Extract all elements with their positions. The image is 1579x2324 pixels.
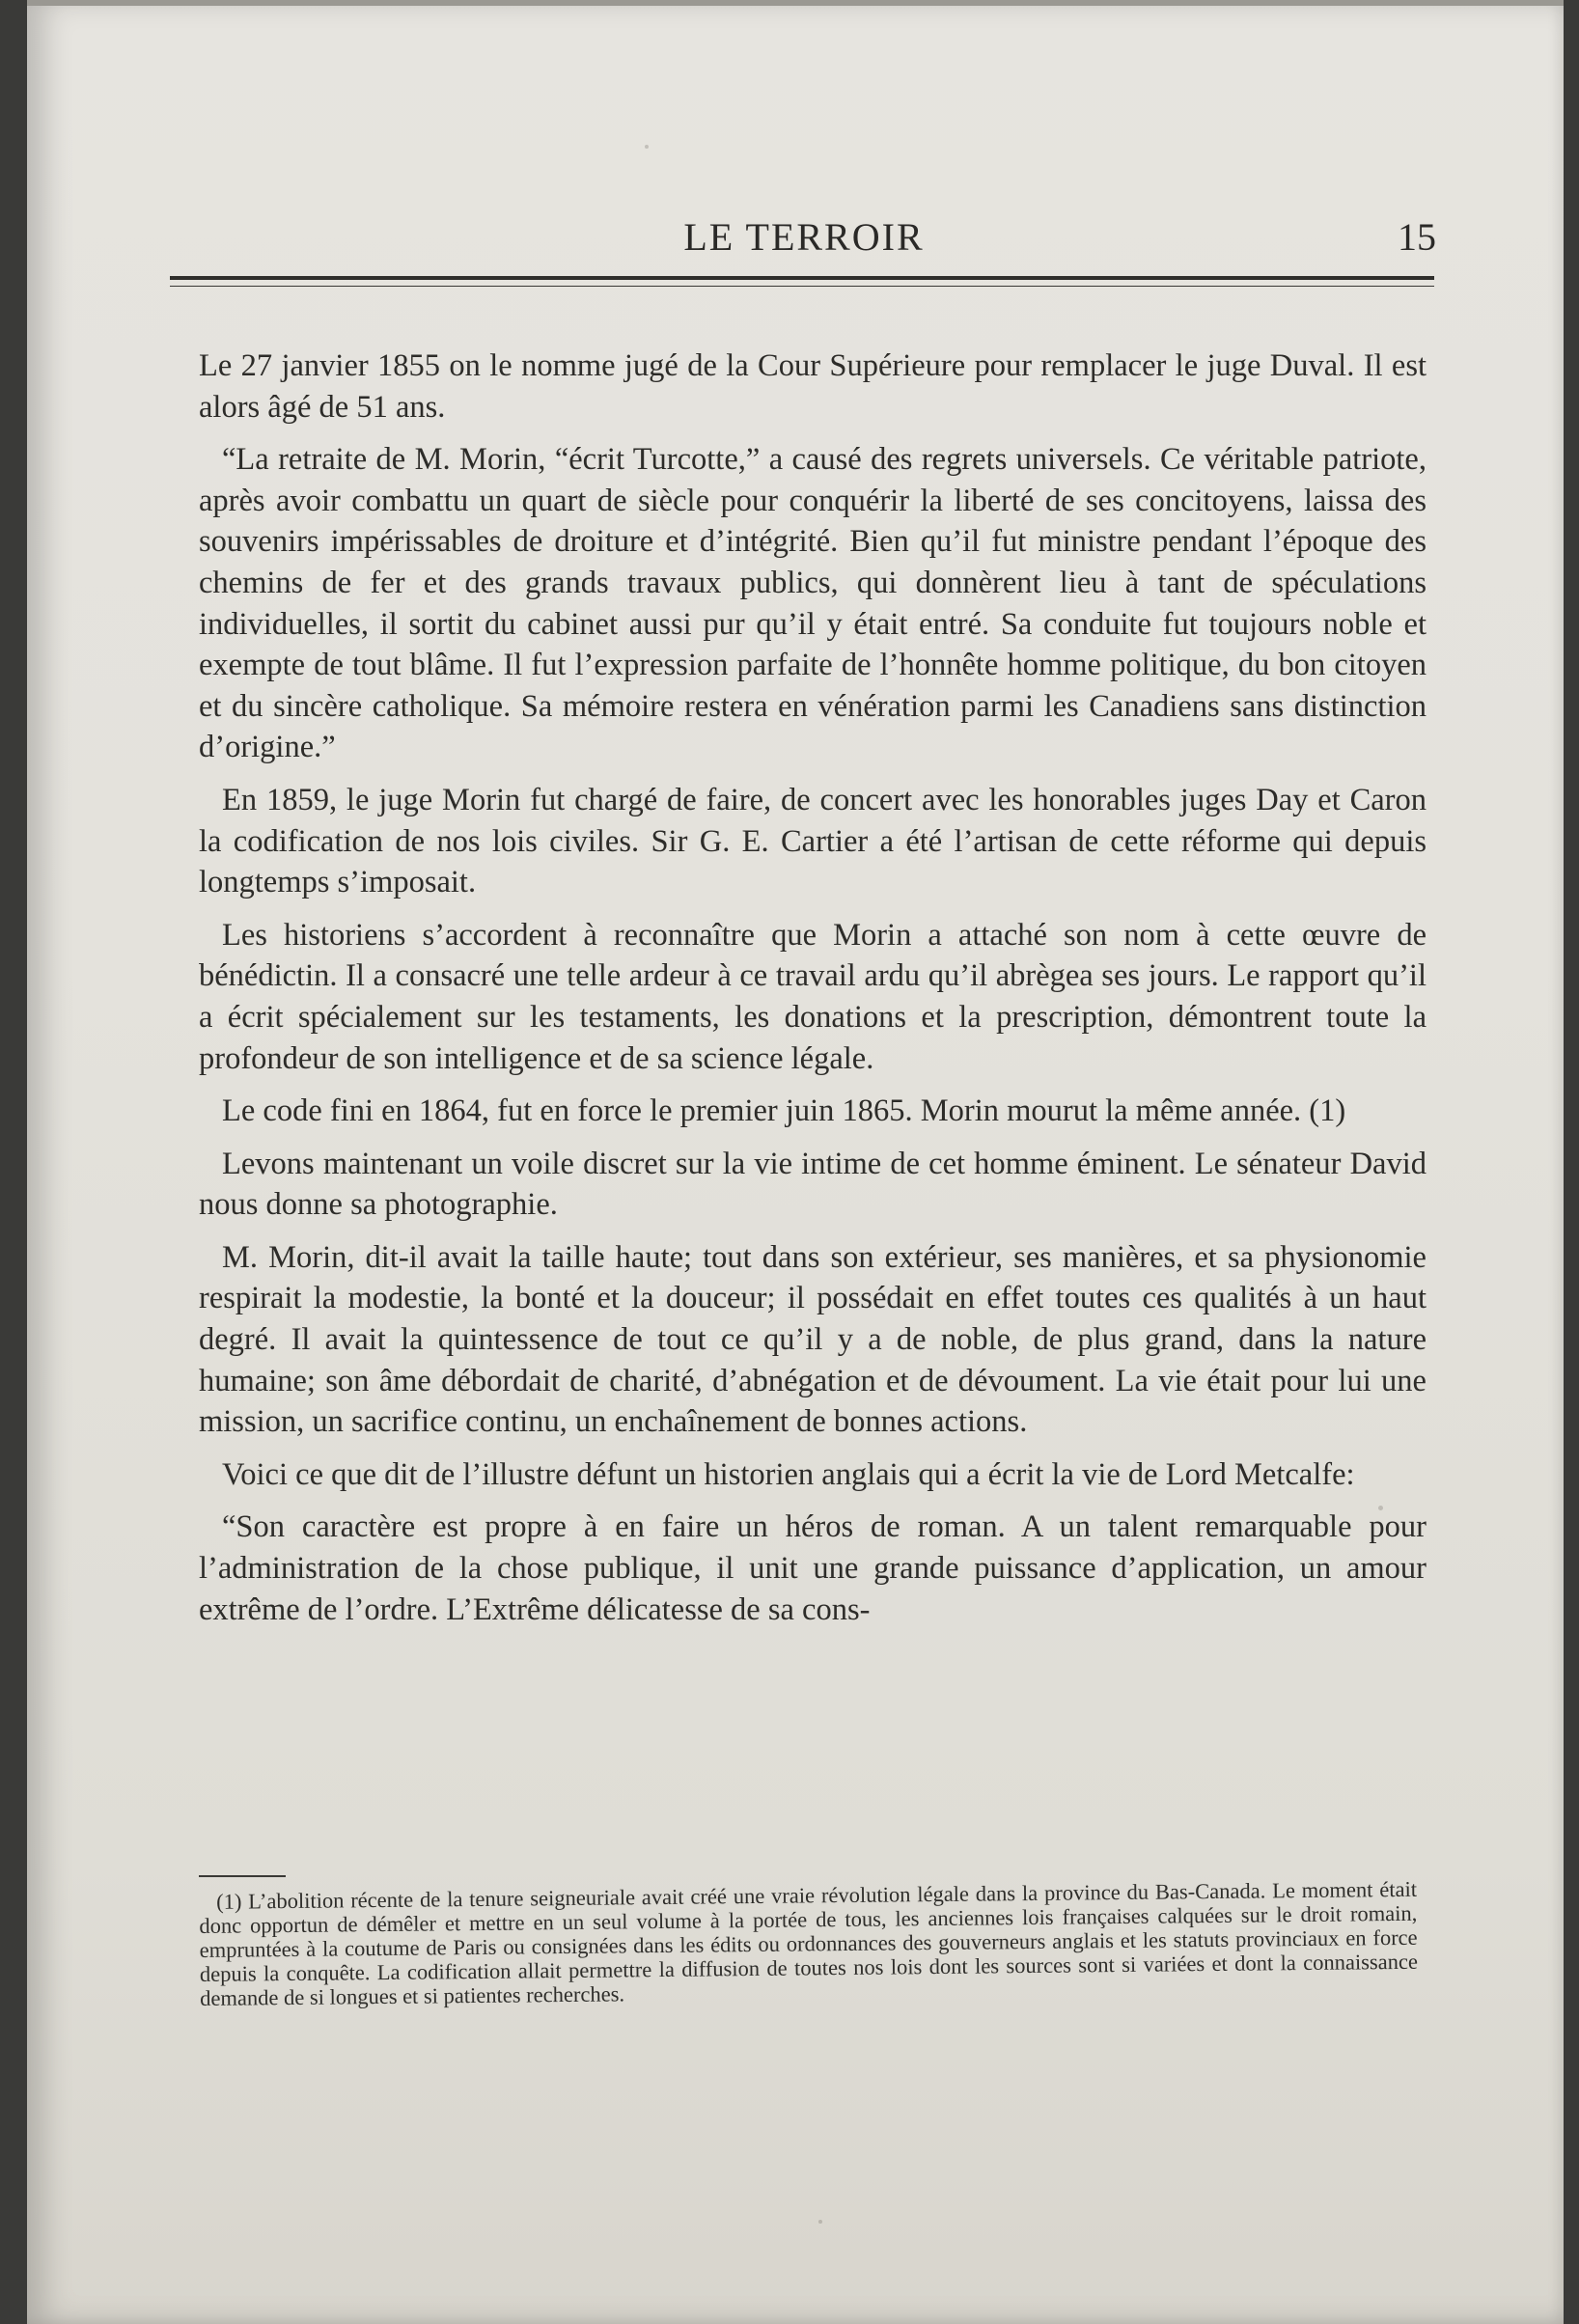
paragraph: Les historiens s’accordent à reconnaître que Morin a attaché son nom à cette œuvre de bénédictin. Il a consacré une telle ardeur à ce travail ardu qu’il abrègea ses jours. Le rapport qu’il a écrit spécialement sur les testaments, les donations et la prescription, démontrent toute la profondeur de son intelligence et de sa science légale. xyxy=(199,917,1427,1076)
header-rule-thick xyxy=(170,276,1434,280)
footnote-block xyxy=(199,1877,1418,2010)
paper-speck xyxy=(645,145,649,149)
paper-speck xyxy=(818,2220,822,2224)
running-header xyxy=(172,214,1436,263)
book-page xyxy=(27,0,1564,2324)
page-top-edge xyxy=(27,0,1564,6)
header-rule-thin xyxy=(170,286,1434,287)
paragraph: “La retraite de M. Morin, “écrit Turcotte,” a causé des regrets universels. Ce véritable patriote, après avoir combattu un quart de siècle pour conquérir la liberté de ses concitoyens, laissa des souvenirs impérissables de droiture et d’intégrité. Bien qu’il fut ministre pendant l’époque des chemins de fer et des grands travaux publics, qui donnèrent lieu à tant de spéculations individuelles, il sortit du cabinet aussi pur qu’il y était entré. Sa conduite fut toujours noble et exempte de tout blâme. Il fut l’expression parfaite de l’honnête homme politique, du bon citoyen et du sincère catholique. Sa mémoire restera en vénération parmi les Canadiens sans distinction d’origine.” xyxy=(199,442,1427,765)
paragraph: M. Morin, dit-il avait la taille haute; tout dans son extérieur, ses manières, et sa physionomie respirait la modestie, la bonté et la douceur; il possédait en effet toutes ces qualités à un haut degré. Il avait la quintessence de tout ce qu’il y a de noble, de plus grand, dans la nature humaine; son âme débordait de charité, d’abnégation et de dévoument. La vie était pour lui une mission, un sacrifice continu, un enchaînement de bonnes actions. xyxy=(199,1239,1427,1440)
footnote-rule xyxy=(199,1875,286,1877)
running-title: LE TERROIR xyxy=(683,215,925,259)
footnote: (1) L’abolition récente de la tenure seigneuriale avait créé une vraie révolution légale dans la province du Bas-Canada. Le moment était donc opportun de démêler et mettre en un seul volume à la portée de tous, les anciennes lois françaises calquées sur le droit romain, empruntées à la coutume de Paris ou consignées dans les édits ou ordonnances des gouverneurs anglais et les statuts provinciaux en force depuis la conquête. La codification allait permettre la diffusion de toutes nos lois dont les sources sont si variées et dont la connaissance demande de si longues et si patientes recherches. xyxy=(199,1876,1418,2010)
paragraph: En 1859, le juge Morin fut chargé de faire, de concert avec les honorables juges Day et Caron la codification de nos lois civiles. Sir G. E. Cartier a été l’artisan de cette réforme qui depuis longtemps s’imposait. xyxy=(199,782,1427,900)
paragraph: Le 27 janvier 1855 on le nomme jugé de la Cour Supérieure pour remplacer le juge Duval. Il est alors âgé de 51 ans. xyxy=(199,348,1427,425)
paragraph: Voici ce que dit de l’illustre défunt un historien anglais qui a écrit la vie de Lord Metcalfe: xyxy=(222,1456,1355,1492)
page-number: 15 xyxy=(1398,215,1436,259)
paragraph: Le code fini en 1864, fut en force le premier juin 1865. Morin mourut la même année. (1) xyxy=(222,1093,1346,1129)
paper-speck xyxy=(1378,1506,1383,1510)
body-text xyxy=(199,346,1427,1642)
paragraph: “Son caractère est propre à en faire un héros de roman. A un talent remarquable pour l’administration de la chose publique, il unit une grande puissance d’application, un amour extrême de l’ordre. L’Extrême délicatesse de sa cons- xyxy=(199,1509,1427,1627)
paragraph: Levons maintenant un voile discret sur la vie intime de cet homme éminent. Le sénateur David nous donne sa photographie. xyxy=(199,1146,1427,1223)
